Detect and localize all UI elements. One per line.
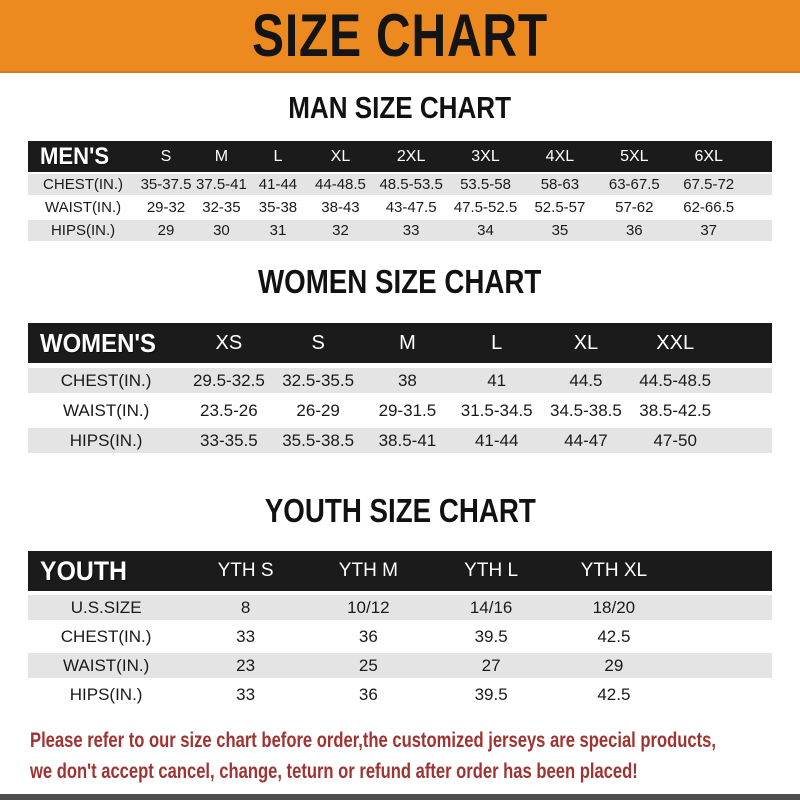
- size-value-cell: 33: [184, 624, 307, 649]
- size-value-cell: 38: [363, 368, 452, 393]
- size-value-cell: 31: [249, 220, 307, 241]
- size-value-cell: 31.5-34.5: [452, 398, 541, 423]
- size-column-header: L: [452, 323, 541, 363]
- size-value-cell: 47.5-52.5: [448, 197, 522, 218]
- size-value-cell: 47-50: [631, 428, 720, 453]
- women-section-heading-text: WOMEN SIZE CHART: [258, 263, 542, 300]
- spacer-cell: [746, 197, 772, 218]
- size-value-cell: 32-35: [194, 197, 249, 218]
- size-value-cell: 10/12: [307, 595, 430, 620]
- size-value-cell: 53.5-58: [448, 174, 522, 195]
- size-value-cell: 34.5-38.5: [541, 398, 630, 423]
- size-value-cell: 44-47: [541, 428, 630, 453]
- size-column-header: XS: [184, 323, 273, 363]
- youth-section-heading: [0, 492, 800, 530]
- size-value-cell: 37: [672, 220, 746, 241]
- size-column-header: 4XL: [523, 141, 597, 172]
- size-value-cell: 29-31.5: [363, 398, 452, 423]
- table-group-label-text: WOMEN'S: [40, 327, 156, 358]
- size-table: [28, 318, 772, 458]
- row-label: U.S.SIZE: [28, 595, 184, 620]
- youth-size-section: [0, 492, 800, 711]
- man-size-section: [0, 90, 800, 243]
- banner: [0, 0, 800, 73]
- table-header-row: [28, 323, 772, 363]
- table-group-label: [28, 141, 138, 172]
- size-value-cell: 39.5: [430, 624, 553, 649]
- size-value-cell: 62-66.5: [672, 197, 746, 218]
- size-value-cell: 32.5-35.5: [274, 368, 363, 393]
- size-column-header: YTH XL: [552, 551, 675, 591]
- footer-notice: [0, 725, 800, 787]
- table-row: [28, 197, 772, 218]
- size-value-cell: 44-48.5: [307, 174, 374, 195]
- table-row: [28, 653, 772, 678]
- size-table: [28, 139, 772, 243]
- size-column-header: YTH M: [307, 551, 430, 591]
- size-column-header: XXL: [631, 323, 720, 363]
- spacer-cell: [720, 428, 772, 453]
- size-value-cell: 38.5-42.5: [631, 398, 720, 423]
- size-value-cell: 42.5: [552, 624, 675, 649]
- size-value-cell: 44.5: [541, 368, 630, 393]
- table-header-row: [28, 141, 772, 172]
- size-value-cell: 26-29: [274, 398, 363, 423]
- size-column-header: 3XL: [448, 141, 522, 172]
- row-label: CHEST(IN.): [28, 624, 184, 649]
- size-column-header: XL: [541, 323, 630, 363]
- spacer-cell: [675, 624, 772, 649]
- table-header-row: [28, 551, 772, 591]
- spacer-cell: [675, 682, 772, 707]
- table-group-label-text: YOUTH: [40, 555, 127, 586]
- size-column-header: YTH S: [184, 551, 307, 591]
- size-value-cell: 35.5-38.5: [274, 428, 363, 453]
- size-value-cell: 43-47.5: [374, 197, 448, 218]
- row-label: WAIST(IN.): [28, 653, 184, 678]
- size-value-cell: 33: [374, 220, 448, 241]
- size-value-cell: 63-67.5: [597, 174, 671, 195]
- size-column-header: 2XL: [374, 141, 448, 172]
- man-section-heading: [0, 90, 800, 126]
- notice-line-1: Please refer to our size chart before order,the customized jerseys are special products,: [30, 729, 716, 752]
- size-value-cell: 38.5-41: [363, 428, 452, 453]
- row-label: CHEST(IN.): [28, 368, 184, 393]
- size-value-cell: 41-44: [452, 428, 541, 453]
- size-value-cell: 39.5: [430, 682, 553, 707]
- size-column-header: M: [194, 141, 249, 172]
- banner-title: SIZE CHART: [252, 2, 548, 69]
- size-value-cell: 37.5-41: [194, 174, 249, 195]
- notice-line-2: we don't accept cancel, change, teturn or refund after order has been placed!: [30, 760, 638, 783]
- size-value-cell: 48.5-53.5: [374, 174, 448, 195]
- size-value-cell: 32: [307, 220, 374, 241]
- table-row: [28, 428, 772, 453]
- table-row: [28, 220, 772, 241]
- size-column-header: L: [249, 141, 307, 172]
- row-label: WAIST(IN.): [28, 197, 138, 218]
- spacer-cell: [720, 323, 772, 363]
- table-row: [28, 682, 772, 707]
- size-column-header: 6XL: [672, 141, 746, 172]
- size-value-cell: 33-35.5: [184, 428, 273, 453]
- row-label: HIPS(IN.): [28, 682, 184, 707]
- size-value-cell: 29.5-32.5: [184, 368, 273, 393]
- spacer-cell: [720, 368, 772, 393]
- size-value-cell: 34: [448, 220, 522, 241]
- size-value-cell: 41: [452, 368, 541, 393]
- size-value-cell: 36: [307, 682, 430, 707]
- size-value-cell: 41-44: [249, 174, 307, 195]
- spacer-cell: [746, 174, 772, 195]
- row-label: WAIST(IN.): [28, 398, 184, 423]
- size-column-header: XL: [307, 141, 374, 172]
- spacer-cell: [746, 141, 772, 172]
- size-value-cell: 52.5-57: [523, 197, 597, 218]
- size-value-cell: 14/16: [430, 595, 553, 620]
- size-value-cell: 44.5-48.5: [631, 368, 720, 393]
- size-value-cell: 29: [138, 220, 194, 241]
- size-value-cell: 30: [194, 220, 249, 241]
- table-row: [28, 368, 772, 393]
- size-value-cell: 35-37.5: [138, 174, 194, 195]
- size-value-cell: 67.5-72: [672, 174, 746, 195]
- size-column-header: S: [274, 323, 363, 363]
- man-section-heading-text: MAN SIZE CHART: [288, 90, 512, 125]
- size-value-cell: 29: [552, 653, 675, 678]
- table-row: [28, 174, 772, 195]
- row-label: HIPS(IN.): [28, 428, 184, 453]
- size-value-cell: 35: [523, 220, 597, 241]
- women-section-heading: [0, 263, 800, 301]
- size-column-header: M: [363, 323, 452, 363]
- size-value-cell: 8: [184, 595, 307, 620]
- row-label: CHEST(IN.): [28, 174, 138, 195]
- size-column-header: S: [138, 141, 194, 172]
- row-label: HIPS(IN.): [28, 220, 138, 241]
- women-size-table: [28, 318, 772, 458]
- man-size-table: [28, 139, 772, 243]
- size-value-cell: 27: [430, 653, 553, 678]
- spacer-cell: [675, 595, 772, 620]
- size-column-header: YTH L: [430, 551, 553, 591]
- spacer-cell: [720, 398, 772, 423]
- size-value-cell: 23.5-26: [184, 398, 273, 423]
- spacer-cell: [675, 653, 772, 678]
- size-value-cell: 58-63: [523, 174, 597, 195]
- table-row: [28, 624, 772, 649]
- table-row: [28, 398, 772, 423]
- size-value-cell: 36: [307, 624, 430, 649]
- youth-size-table: [28, 547, 772, 711]
- size-value-cell: 29-32: [138, 197, 194, 218]
- bottom-bar: [0, 794, 800, 800]
- youth-section-heading-text: YOUTH SIZE CHART: [264, 492, 536, 529]
- table-group-label: [28, 323, 184, 363]
- table-group-label: [28, 551, 184, 591]
- size-value-cell: 23: [184, 653, 307, 678]
- size-value-cell: 33: [184, 682, 307, 707]
- table-group-label-text: MEN'S: [40, 142, 110, 170]
- size-value-cell: 38-43: [307, 197, 374, 218]
- table-row: [28, 595, 772, 620]
- size-table: [28, 547, 772, 711]
- size-value-cell: 36: [597, 220, 671, 241]
- size-value-cell: 35-38: [249, 197, 307, 218]
- size-value-cell: 18/20: [552, 595, 675, 620]
- spacer-cell: [675, 551, 772, 591]
- size-value-cell: 42.5: [552, 682, 675, 707]
- spacer-cell: [746, 220, 772, 241]
- women-size-section: [0, 263, 800, 458]
- size-column-header: 5XL: [597, 141, 671, 172]
- size-value-cell: 25: [307, 653, 430, 678]
- size-value-cell: 57-62: [597, 197, 671, 218]
